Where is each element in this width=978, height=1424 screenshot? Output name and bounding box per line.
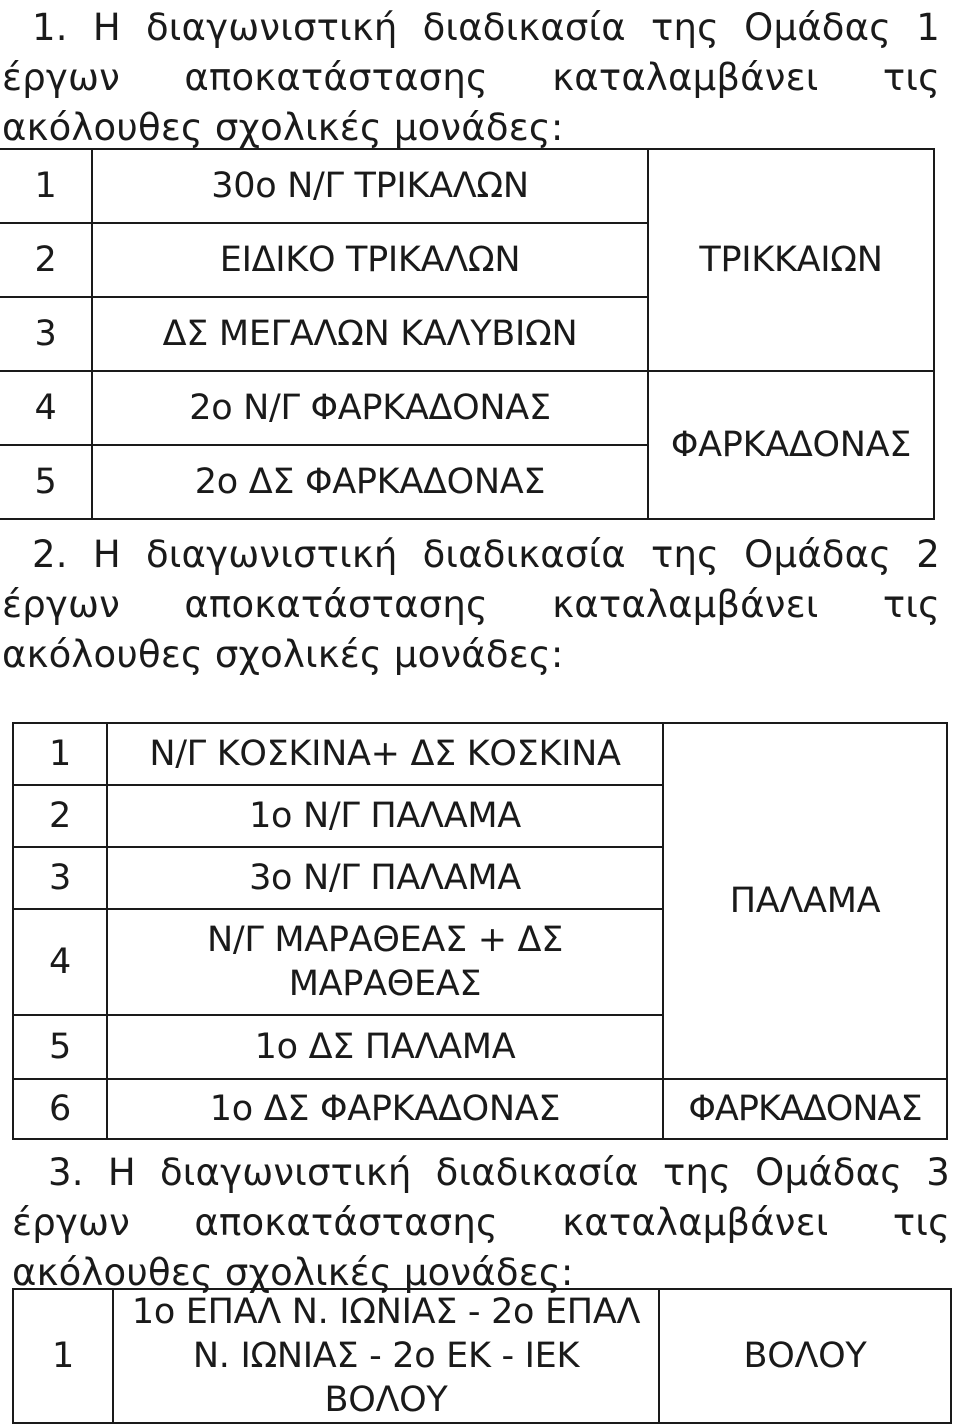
school-name: 1ο ΕΠΑΛ Ν. ΙΩΝΙΑΣ - 2ο ΕΠΑΛ Ν. ΙΩΝΙΑΣ - 2ο ΕΚ - ΙΕΚ ΒΟΛΟΥ (113, 1289, 659, 1423)
row-number: 4 (13, 909, 107, 1015)
row-number: 3 (0, 297, 92, 371)
row-number: 2 (0, 223, 92, 297)
row-number: 4 (0, 371, 92, 445)
school-name: Ν/Γ ΚΟΣΚΙΝΑ+ ΔΣ ΚΟΣΚΙΝΑ (107, 723, 663, 785)
table-row (13, 723, 947, 785)
school-name: ΔΣ ΜΕΓΑΛΩΝ ΚΑΛΥΒΙΩΝ (92, 297, 648, 371)
school-name: Ν/Γ ΜΑΡΑΘΕΑΣ + ΔΣ ΜΑΡΑΘΕΑΣ (107, 909, 663, 1015)
row-number: 1 (0, 149, 92, 223)
area-name: ΦΑΡΚΑΔΟΝΑΣ (648, 371, 934, 519)
group-2-table (12, 722, 948, 1140)
section-2-heading: 2. Η διαγωνιστική διαδικασία της Ομάδας 2 έργων αποκατάστασης καταλαμβάνει τις ακόλουθες σχολικές μονάδες: (2, 533, 940, 676)
school-name: 1ο ΔΣ ΦΑΡΚΑΔΟΝΑΣ (107, 1079, 663, 1139)
row-number: 1 (13, 723, 107, 785)
area-name: ΒΟΛΟΥ (659, 1289, 951, 1423)
row-number: 3 (13, 847, 107, 909)
area-name: ΤΡΙΚΚΑΙΩΝ (648, 149, 934, 371)
school-name: 2ο ΔΣ ΦΑΡΚΑΔΟΝΑΣ (92, 445, 648, 519)
row-number: 2 (13, 785, 107, 847)
table-row (0, 371, 934, 445)
table-row (13, 1079, 947, 1139)
row-number: 5 (0, 445, 92, 519)
area-name: ΠΑΛΑΜΑ (663, 723, 947, 1079)
row-number: 5 (13, 1015, 107, 1079)
row-number: 1 (13, 1289, 113, 1423)
group-1-table (0, 148, 935, 520)
table-row (0, 149, 934, 223)
table-row (13, 1289, 951, 1423)
school-name: 1ο ΔΣ ΠΑΛΑΜΑ (107, 1015, 663, 1079)
school-name: 1ο Ν/Γ ΠΑΛΑΜΑ (107, 785, 663, 847)
school-name: 30ο Ν/Γ ΤΡΙΚΑΛΩΝ (92, 149, 648, 223)
area-name: ΦΑΡΚΑΔΟΝΑΣ (663, 1079, 947, 1139)
school-name: 2ο Ν/Γ ΦΑΡΚΑΔΟΝΑΣ (92, 371, 648, 445)
group-3-table (12, 1288, 952, 1424)
section-1-heading: 1. Η διαγωνιστική διαδικασία της Ομάδας 1 έργων αποκατάστασης καταλαμβάνει τις ακόλουθες σχολικές μονάδες: (2, 6, 940, 149)
row-number: 6 (13, 1079, 107, 1139)
school-name: ΕΙΔΙΚΟ ΤΡΙΚΑΛΩΝ (92, 223, 648, 297)
section-3-heading: 3. Η διαγωνιστική διαδικασία της Ομάδας 3 έργων αποκατάστασης καταλαμβάνει τις ακόλουθες σχολικές μονάδες: (12, 1151, 950, 1294)
school-name: 3ο Ν/Γ ΠΑΛΑΜΑ (107, 847, 663, 909)
